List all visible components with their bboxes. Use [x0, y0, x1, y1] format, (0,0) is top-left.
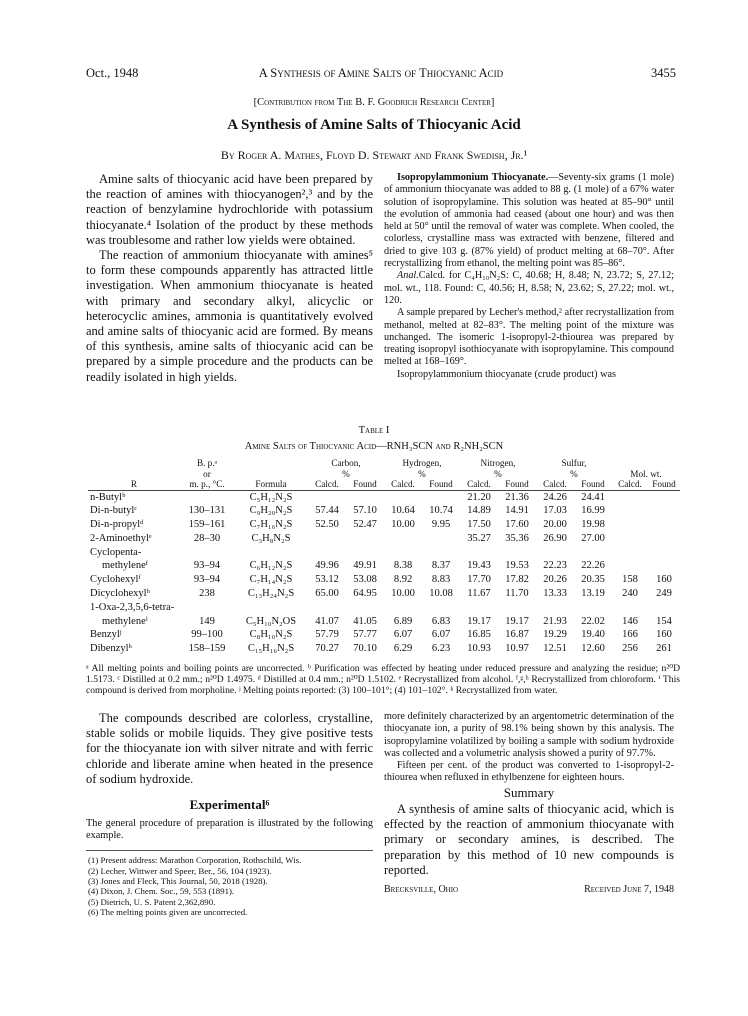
table-cell: 158 [622, 574, 638, 586]
article-title: A Synthesis of Amine Salts of Thiocyanic Acid [227, 117, 521, 133]
table-cell [574, 546, 612, 560]
table-cell: 11.67 [467, 588, 491, 600]
table-cell: 17.03 [543, 505, 567, 517]
procedure-column [384, 172, 674, 381]
table-cell [648, 504, 680, 518]
table-row [88, 546, 680, 560]
table-cell: 19.17 [467, 615, 491, 627]
table-cell: 12.51 [543, 643, 567, 655]
table-cell [346, 546, 384, 560]
table-cell: 70.27 [315, 643, 339, 655]
table-cell [346, 532, 384, 546]
table-cell: 10.00 [391, 519, 415, 531]
table-row [88, 587, 680, 601]
table-caption: Amine Salts of Thiocyanic Acid—RNH₃SCN and R₂NH₂SCN [244, 441, 504, 452]
col-header-calcd: Calcd. [315, 479, 339, 489]
table-cell [460, 601, 498, 615]
table-cell [180, 601, 234, 615]
table-cell [612, 504, 648, 518]
table-cell: C₇H₁₄N₂S [249, 574, 293, 586]
table-label: Table I [358, 425, 390, 436]
table-cell: 6.29 [393, 643, 413, 655]
col-header-formula: Formula [255, 479, 287, 489]
table-cell: 49.96 [315, 560, 339, 572]
table-cell: 8.92 [393, 574, 413, 586]
table-cell [612, 518, 648, 532]
table-cell: C₅H₁₂N₂S [249, 491, 293, 503]
table-cell: 13.33 [543, 588, 567, 600]
table-cell: 70.10 [353, 643, 377, 655]
reference-item: (6) The melting points given are uncorrected. [88, 907, 248, 918]
table-cell: C₇H₁₆N₂S [249, 519, 293, 531]
table-cell: 160 [656, 629, 672, 641]
table-cell: 6.83 [431, 615, 451, 627]
table-cell: 11.70 [505, 588, 529, 600]
intro-column [86, 172, 373, 385]
table-cell: 256 [622, 643, 638, 655]
table-cell: 261 [656, 643, 672, 655]
table-cell [422, 601, 460, 615]
table-cell: 41.05 [353, 615, 377, 627]
table-cell-r: methyleneᶠ [102, 560, 148, 572]
contribution-line: [Contribution from The B. F. Goodrich Research Center] [253, 97, 495, 108]
col-header-nitrogen: Nitrogen, [480, 458, 516, 468]
table-cell: 149 [199, 615, 215, 627]
table-row [88, 532, 680, 546]
experimental-heading: Experimental⁶ [189, 797, 270, 813]
col-header-found: Found [581, 479, 605, 489]
table-cell: 93–94 [193, 560, 221, 572]
table-cell: 35.36 [505, 532, 529, 544]
table-cell [422, 532, 460, 546]
table-cell: 14.91 [505, 505, 529, 517]
reference-item: (4) Dixon, J. Chem. Soc., 59, 553 (1891). [88, 886, 235, 897]
table-row [88, 615, 680, 629]
discussion-paragraph: The compounds described are colorless, crystalline, stable solids or mobile liquids. They give positive tests for the thiocyanate ion with silver nitrate and with ferric chloride and liberate amine when heated in the presence of sodium hydroxide. [86, 711, 373, 786]
table-cell-r: 1-Oxa-2,3,5,6-tetra- [90, 601, 175, 613]
analysis-paragraph: Anal.Calcd. for C₄H₁₀N₂S: C, 40.68; H, 8.48; N, 23.72; S, 27.12; mol. wt., 118. Found: C, 40.56; H, 8.58; N, 23.62; S, 27.22; mol. wt., 120. [384, 270, 674, 306]
intro-paragraph: The reaction of ammonium thiocyanate with amines⁵ to form these compounds apparently has attracted little investigation. When ammonium thiocyanate is heated with primary and secondary alkyl, alicyclic or heterocyclic amines, ammonia is quantitatively evolved and amine salts of thiocyanic acid are formed. By means of this synthesis, amine salts of thiocyanic acid can be prepared by a simple procedure and the products can be readily isolated in high yields. [86, 248, 373, 384]
table-cell: 20.35 [581, 574, 605, 586]
table-cell: 99–100 [191, 629, 223, 641]
table-footnotes: ᵃ All melting points and boiling points are uncorrected. ᵇ Purification was effected by heating under reduced pressure and analyzing the residue; n²⁰D 1.5173. ᶜ Distilled at 0.2 mm.; n²⁰D 1.4975. ᵈ Distilled at 0.4 mm.; n²⁰D 1.5102. ᵉ Recrystallized from alcohol. ᶠ,ᵍ,ʰ Recrystallized from chloroform. ⁱ This compound is derived from morpholine. ʲ Melting points reported: (3) 100–101°; (4) 101–102°. ᵏ Recrystallized from water. [86, 663, 680, 696]
table-cell-r: Dicyclohexylʰ [90, 588, 150, 600]
table-cell: 19.98 [581, 519, 605, 531]
crude-product-paragraph: Isopropylammonium thiocyanate (crude product) was [397, 368, 616, 380]
table-cell [612, 559, 648, 573]
col-header-found: Found [353, 479, 377, 489]
table-cell [346, 601, 384, 615]
col-header-molwt: Mol. wt. [630, 468, 662, 479]
table-cell: 28–30 [193, 532, 221, 544]
table-body [88, 490, 680, 656]
table-cell [460, 546, 498, 560]
table-cell: 238 [199, 588, 215, 600]
table-cell: 10.08 [429, 588, 453, 600]
table-cell [308, 532, 346, 546]
table-cell [384, 546, 422, 560]
table-cell: 19.53 [505, 560, 529, 572]
table-row [88, 518, 680, 532]
table-row [88, 601, 680, 615]
table-row [88, 573, 680, 587]
table-cell: 22.26 [581, 560, 605, 572]
table-cell-r: Benzylʲ [90, 629, 122, 641]
col-header-calcd: Calcd. [543, 479, 567, 489]
reference-item: (1) Present address: Marathon Corporation, Rothschild, Wis. [88, 855, 302, 866]
table-cell: 57.44 [315, 505, 339, 517]
reference-item: (2) Lecher, Wittwer and Speer, Ber., 56, 104 (1923). [88, 865, 272, 876]
table-cell [422, 546, 460, 560]
table-cell: C₁₃H₂₄N₂S [247, 588, 295, 600]
lecher-paragraph: A sample prepared by Lecher's method,² after recrystallization from methanol, melted at 82–83°. The melting point of the mixture was unchanged. The isomeric 1-isopropyl-2-thiourea was prepared by treating isopropyl isothiocyanate with isopropylamine. This compound melted at 168–169°. [384, 307, 674, 368]
table-cell [384, 490, 422, 504]
table-cell: 19.40 [581, 629, 605, 641]
results-column [384, 711, 674, 896]
table-cell [612, 546, 648, 560]
table-cell: 21.20 [467, 491, 491, 503]
table-cell [612, 601, 648, 615]
table-cell: 130–131 [188, 505, 226, 517]
table-cell: 6.07 [431, 629, 451, 641]
table-cell: 13.19 [581, 588, 605, 600]
table-cell: 6.07 [393, 629, 413, 641]
table-cell-r: methyleneⁱ [102, 615, 148, 627]
discussion-column [86, 711, 373, 918]
table-cell: C₅H₁₀N₂OS [245, 615, 297, 627]
table-cell: 27.00 [581, 532, 605, 544]
table-cell [308, 490, 346, 504]
summary-heading: Summary [503, 784, 555, 800]
table-row [88, 490, 680, 504]
intro-paragraph: Amine salts of thiocyanic acid have been prepared by the reaction of amines with thiocyanogen²,³ and by the reaction of benzylamine hydrochloride with potassium thiocyanate.⁴ Isolation of the product by these methods was troublesome and rather low yields were obtained. [86, 172, 373, 247]
summary-text: A synthesis of amine salts of thiocyanic acid, which is effected by the reaction of ammonium thiocyanate with primary or secondary amines, is described. The preparation by this method of 10 new compounds is reported. [384, 802, 674, 877]
table-cell: 21.36 [505, 491, 529, 503]
table-cell [648, 601, 680, 615]
table-cell-r: Cyclohexylᶠ [90, 574, 141, 586]
table-row [88, 504, 680, 518]
table-cell: 159–161 [188, 519, 226, 531]
place-of-origin: Brecksville, Ohio [384, 884, 459, 896]
table-cell: 158–159 [188, 643, 226, 655]
table-cell [536, 601, 574, 615]
table-cell: 10.97 [505, 643, 529, 655]
table-cell [180, 490, 234, 504]
table-cell: 6.23 [431, 643, 451, 655]
received-date: Received June 7, 1948 [584, 884, 674, 896]
table-cell [234, 601, 308, 615]
table-cell: 19.17 [505, 615, 529, 627]
col-header-hydrogen: Hydrogen, [402, 458, 442, 468]
table-cell: 154 [656, 615, 672, 627]
table-cell: 35.27 [467, 532, 491, 544]
col-header-r: R [130, 479, 138, 489]
table-cell-r: Di-n-butylᶜ [90, 505, 138, 517]
table-cell: 52.50 [315, 519, 339, 531]
table-cell: 6.89 [393, 615, 413, 627]
table-cell: 16.99 [581, 505, 605, 517]
col-header-calcd: Calcd. [618, 479, 642, 489]
table-cell [648, 518, 680, 532]
table-cell: C₁₅H₁₆N₂S [247, 643, 295, 655]
table-cell [612, 490, 648, 504]
table-row [88, 628, 680, 642]
table-cell [308, 546, 346, 560]
table-cell [648, 532, 680, 546]
table-cell [384, 601, 422, 615]
table-cell: 57.10 [353, 505, 377, 517]
table-cell: 12.60 [581, 643, 605, 655]
table-cell: 41.07 [315, 615, 339, 627]
author-line: By Roger A. Mathes, Floyd D. Stewart and Frank Swedish, Jr.¹ [220, 148, 528, 162]
header-date: Oct., 1948 [86, 66, 139, 80]
results-paragraph: more definitely characterized by an argentometric determination of the thiocyanate ion, a purity of 98.1% being shown by this analysis. The isopropylamine volatilized by boiling a sample with sodium hydroxide was collected and a volumetric analysis showed a purity of 97.7%. [384, 711, 674, 759]
table-cell: C₆H₁₂N₂S [249, 560, 293, 572]
table-cell: 19.29 [543, 629, 567, 641]
table-cell [384, 532, 422, 546]
table-cell: 10.64 [391, 505, 415, 517]
table-cell [536, 546, 574, 560]
table-cell: 10.74 [429, 505, 453, 517]
col-header-bp: B. p.ᵃ [196, 458, 218, 468]
table-cell: 93–94 [193, 574, 221, 586]
col-header-pct: % [418, 468, 426, 479]
col-header-found: Found [505, 479, 529, 489]
col-header-carbon: Carbon, [331, 458, 361, 468]
table-cell: 9.95 [431, 519, 451, 531]
table-cell: 166 [622, 629, 638, 641]
table-cell: 8.37 [431, 560, 451, 572]
table-row [88, 642, 680, 656]
table-cell: 24.41 [581, 491, 605, 503]
table-cell-r: Dibenzylʰ [90, 643, 132, 655]
table-header-row [88, 458, 680, 469]
references-list [86, 850, 373, 917]
table-cell: 17.82 [505, 574, 529, 586]
dateline [384, 884, 674, 896]
table-cell [648, 490, 680, 504]
table-cell: 16.85 [467, 629, 491, 641]
col-header-bp-or: or [203, 468, 211, 479]
procedure-heading: Isopropylammonium Thiocyanate. [397, 172, 549, 183]
table-cell: 17.70 [467, 574, 491, 586]
table-cell [648, 559, 680, 573]
procedure-paragraph: Isopropylammonium Thiocyanate.—Seventy-six grams (1 mole) of ammonium thiocyanate was added to 88 g. (1 mole) of a 67% water solution of isopropylamine. This solution was heated at 85–90° until the evolution of ammonia had ceased (about one hour) and was then held at 50° until the removal of water was complete. When cooled, the colorless, crystalline mass was extracted with benzene, filtered and dried to give 103 g. (87% yield) of product melting at 68–70°. After recrystallizing from ethanol, the melting point was 85–86°. [384, 172, 675, 270]
col-header-calcd: Calcd. [467, 479, 491, 489]
table-cell: 249 [656, 588, 672, 600]
table-cell [346, 490, 384, 504]
col-header-found: Found [652, 479, 676, 489]
table-cell: 57.79 [315, 629, 339, 641]
table-cell: 20.26 [543, 574, 567, 586]
table-cell [648, 546, 680, 560]
experimental-intro: The general procedure of preparation is illustrated by the following example. [86, 818, 373, 842]
header-page-number: 3455 [651, 66, 676, 80]
table-cell: 24.26 [543, 491, 567, 503]
table-cell [498, 546, 536, 560]
table-cell: 21.93 [543, 615, 567, 627]
table-cell: C₈H₁₀N₂S [249, 629, 293, 641]
col-header-pct: % [494, 468, 502, 479]
table-cell: 10.00 [391, 588, 415, 600]
col-header-found: Found [429, 479, 453, 489]
col-header-pct: % [342, 468, 350, 479]
header-running-title: A Synthesis of Amine Salts of Thiocyanic Acid [258, 66, 504, 80]
table-row [88, 559, 680, 573]
table-cell: 146 [622, 615, 638, 627]
table-cell [422, 490, 460, 504]
col-header-calcd: Calcd. [391, 479, 415, 489]
conversion-paragraph: Fifteen per cent. of the product was converted to 1-isopropyl-2-thiourea when refluxed in ethylbenzene for eighteen hours. [384, 760, 674, 784]
reference-item: (3) Jones and Fleck, This Journal, 50, 2018 (1928). [88, 876, 268, 887]
table-cell: 14.89 [467, 505, 491, 517]
table-cell: 19.43 [467, 560, 491, 572]
table-cell-r: 2-Aminoethylᵉ [90, 532, 152, 544]
table-cell [498, 601, 536, 615]
table-cell: 65.00 [315, 588, 339, 600]
table-cell-r: n-Butylᵇ [90, 491, 126, 503]
table-cell: 160 [656, 574, 672, 586]
table-cell: 22.02 [581, 615, 605, 627]
table-cell [612, 532, 648, 546]
table-cell: 20.00 [543, 519, 567, 531]
table-cell [180, 546, 234, 560]
table-cell: 52.47 [353, 519, 377, 531]
reference-item: (5) Dietrich, U. S. Patent 2,362,890. [88, 896, 216, 907]
table-cell: 26.90 [543, 532, 567, 544]
col-header-mp: m. p., °C. [189, 479, 225, 489]
table-cell-r: Di-n-propylᵈ [90, 519, 144, 531]
table-cell [574, 601, 612, 615]
col-header-pct: % [570, 468, 578, 479]
amine-salts-table [88, 458, 680, 656]
table-cell-r: Cyclopenta- [90, 546, 142, 558]
table-cell [308, 601, 346, 615]
table-cell: 8.38 [393, 560, 413, 572]
table-cell: 57.77 [353, 629, 377, 641]
table-cell: 8.83 [431, 574, 451, 586]
table-cell: 49.91 [353, 560, 377, 572]
table-cell: 22.23 [543, 560, 567, 572]
table-header-row [88, 479, 680, 490]
table-cell: 240 [622, 588, 638, 600]
table-cell: 16.87 [505, 629, 529, 641]
table-cell: 64.95 [353, 588, 377, 600]
table-header-row [88, 469, 680, 480]
table-cell: 10.93 [467, 643, 491, 655]
col-header-sulfur: Sulfur, [561, 458, 587, 468]
table-cell: C₉H₂₀N₂S [249, 505, 293, 517]
table-cell: C₃H₈N₂S [251, 532, 291, 544]
table-cell: 53.12 [315, 574, 339, 586]
table-cell [234, 546, 308, 560]
table-cell: 53.08 [353, 574, 377, 586]
analysis-label: Anal. [397, 270, 419, 282]
table-cell: 17.60 [505, 519, 529, 531]
table-cell: 17.50 [467, 519, 491, 531]
